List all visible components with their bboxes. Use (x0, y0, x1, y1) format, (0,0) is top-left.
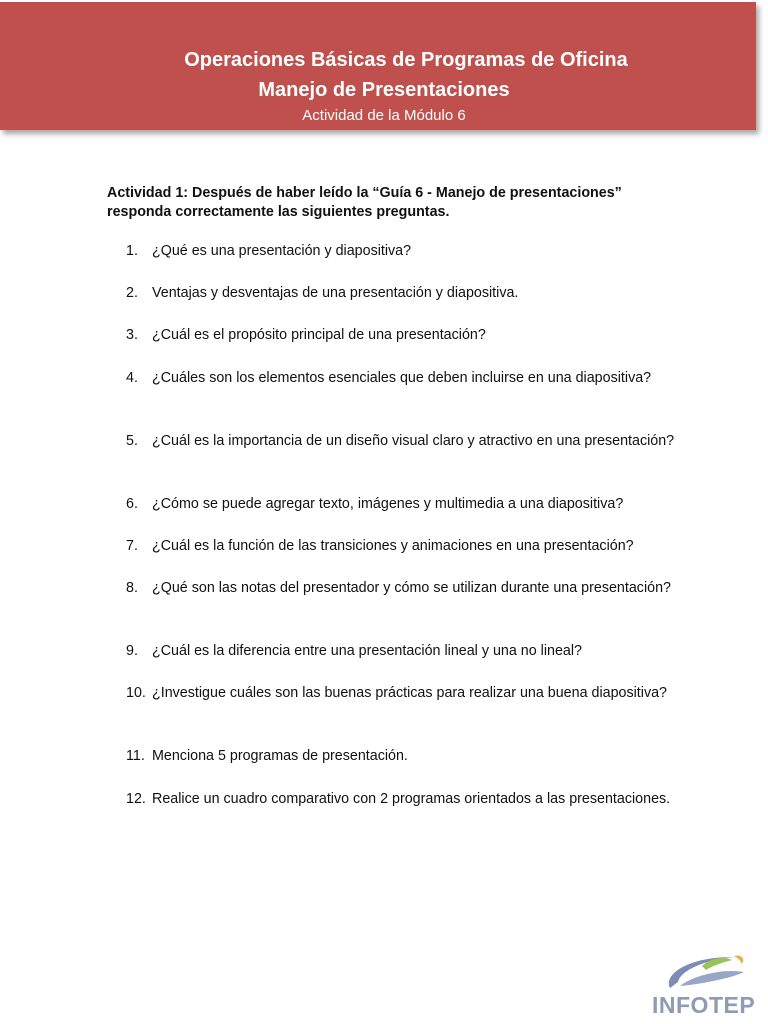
question-number: 6. (126, 496, 138, 512)
logo-swoosh-icon (652, 948, 762, 998)
question-number: 3. (126, 327, 138, 343)
question-text: ¿Qué es una presentación y diapositiva? (152, 243, 412, 259)
question-text: ¿Cuáles son los elementos esenciales que deben incluirse en una diapositiva? (152, 370, 652, 386)
question-number: 10. (126, 685, 146, 701)
document-title: Operaciones Básicas de Programas de Oficina (184, 49, 628, 71)
question-item (126, 494, 686, 515)
document-subtitle: Manejo de Presentaciones (258, 79, 510, 101)
infotep-logo (652, 948, 762, 1020)
question-text: ¿Cuál es la diferencia entre una presentación lineal y una no lineal? (152, 643, 582, 659)
question-number: 1. (126, 243, 138, 259)
question-number: 5. (126, 433, 138, 449)
question-item (126, 641, 686, 662)
question-number: 12. (126, 791, 146, 807)
question-item (126, 746, 686, 767)
question-text: ¿Investigue cuáles son las buenas prácticas para realizar una buena diapositiva? (152, 685, 668, 701)
question-text: ¿Cómo se puede agregar texto, imágenes y multimedia a una diapositiva? (152, 496, 624, 512)
question-number: 4. (126, 370, 138, 386)
question-number: 9. (126, 643, 138, 659)
question-item (126, 536, 686, 557)
logo-text: INFOTEP (652, 992, 756, 1018)
question-text: ¿Cuál es el propósito principal de una presentación? (152, 327, 486, 343)
question-text: ¿Cuál es la función de las transiciones y animaciones en una presentación? (152, 538, 634, 554)
question-item (126, 241, 686, 262)
question-item (126, 431, 686, 452)
activity-instructions: Actividad 1: Después de haber leído la “Guía 6 - Manejo de presentaciones” responda correctamente las siguientes preguntas. (107, 185, 622, 220)
question-number: 8. (126, 580, 138, 596)
header-banner (0, 2, 756, 130)
question-item (126, 368, 686, 389)
question-item (126, 683, 686, 704)
question-number: 2. (126, 285, 138, 301)
question-item (126, 789, 686, 810)
question-text: Menciona 5 programas de presentación. (152, 748, 408, 764)
question-text: Realice un cuadro comparativo con 2 programas orientados a las presentaciones. (152, 791, 671, 807)
question-number: 11. (126, 748, 145, 764)
question-text: ¿Qué son las notas del presentador y cómo se utilizan durante una presentación? (152, 580, 671, 596)
question-item (126, 578, 686, 599)
question-number: 7. (126, 538, 138, 554)
question-item (126, 283, 686, 304)
question-text: Ventajas y desventajas de una presentación y diapositiva. (152, 285, 519, 301)
question-text: ¿Cuál es la importancia de un diseño visual claro y atractivo en una presentación? (152, 433, 675, 449)
module-label: Actividad de la Módulo 6 (302, 107, 466, 124)
question-item (126, 325, 686, 346)
